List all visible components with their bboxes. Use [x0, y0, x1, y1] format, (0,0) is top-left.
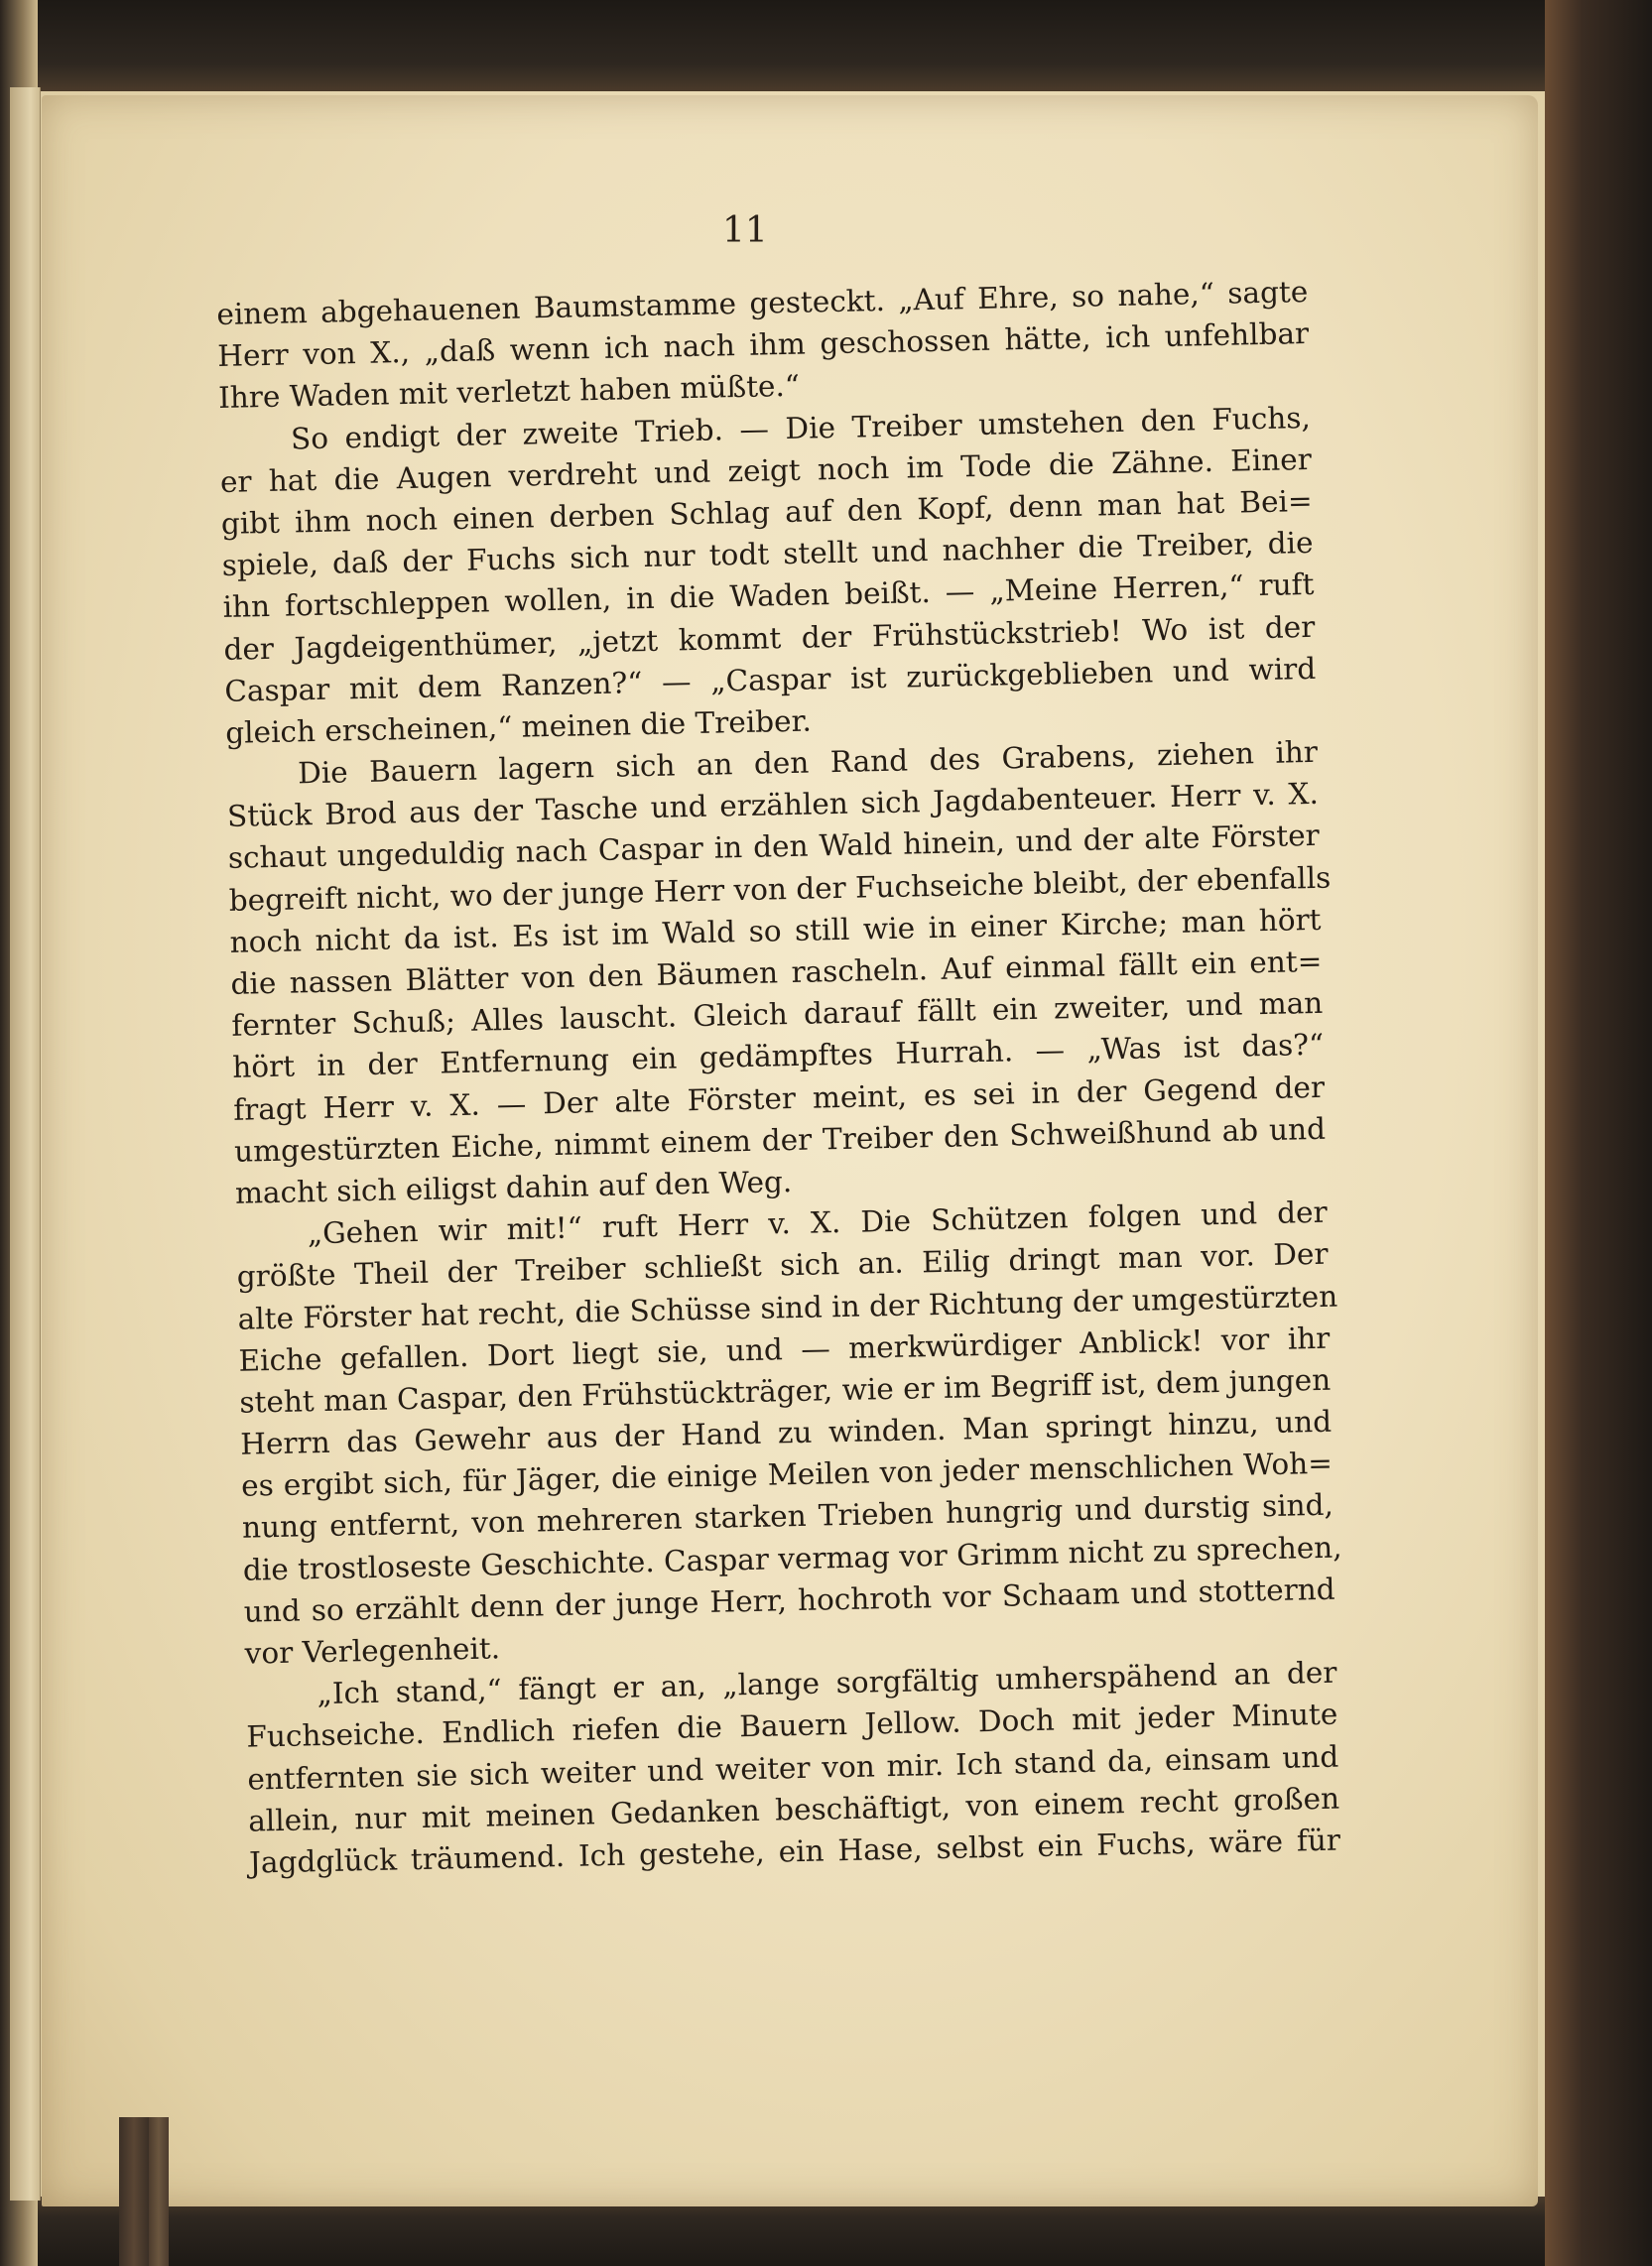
- text-line: „Gehen wir mit!“ ruft Herr v. X. Die Schützen folgen und der: [307, 1195, 1328, 1251]
- text-line: Herrn das Gewehr aus der Hand zu winden. Man springt hinzu, und: [239, 1404, 1333, 1461]
- text-line: „Ich stand,“ fängt er an, „lange sorgfältig umherspähend an der: [317, 1655, 1337, 1711]
- text-line: noch nicht da ist. Es ist im Wald so still wie in einer Kirche; man hört: [229, 902, 1322, 959]
- text-line: die trostloseste Geschichte. Caspar vermag vor Grimm nicht zu sprechen,: [242, 1530, 1342, 1587]
- text-line: Jagdglück träumend. Ich gestehe, ein Hase, selbst ein Fuchs, wäre für: [248, 1823, 1341, 1880]
- cover-edge-right: [1545, 0, 1652, 2266]
- bookmark-ribbon: [149, 2117, 169, 2266]
- text-line: schaut ungeduldig nach Caspar in den Wald hinein, und der alte Förster: [227, 818, 1321, 876]
- text-line: und so erzählt denn der junge Herr, hochroth vor Schaam und stotternd: [243, 1572, 1335, 1629]
- text-line: spiele, daß der Fuchs sich nur todt stellt und nachher die Treiber, die: [221, 526, 1314, 583]
- text-line: Eiche gefallen. Dort liegt sie, und — merkwürdiger Anblick! vor ihr: [238, 1321, 1331, 1378]
- cover-edge-bottom: [0, 2197, 1652, 2266]
- text-line: entfernten sie sich weiter und weiter von mir. Ich stand da, einsam und: [247, 1739, 1339, 1797]
- bookmark-ribbon: [119, 2117, 149, 2266]
- text-line: fernter Schuß; Alles lauscht. Gleich darauf fällt ein zweiter, und man: [231, 985, 1324, 1044]
- text-line: alte Förster hat recht, die Schüsse sind in der Richtung der umgestürzten: [237, 1279, 1338, 1336]
- text-line: Fuchseiche. Endlich riefen die Bauern Jellow. Doch mit jeder Minute: [246, 1698, 1338, 1755]
- text-line: fragt Herr v. X. — Der alte Förster meint, es sei in der Gegend der: [232, 1070, 1326, 1127]
- text-line: hört in der Entfernung ein gedämpftes Hurrah. — „Was ist das?“: [231, 1028, 1325, 1085]
- text-line: nung entfernt, von mehreren starken Trieben hungrig und durstig sind,: [241, 1488, 1334, 1546]
- text-line: Caspar mit dem Ranzen?“ — „Caspar ist zurückgeblieben und wird: [224, 651, 1317, 708]
- text-line: umgestürzten Eiche, nimmt einem der Treiber den Schweißhund ab und: [233, 1111, 1327, 1169]
- text-line: der Jagdeigenthümer, „jetzt kommt der Frühstückstrieb! Wo ist der: [223, 609, 1316, 667]
- text-line: Stück Brod aus der Tasche und erzählen sich Jagdabenteuer. Herr v. X.: [226, 777, 1320, 834]
- text-line: Ihre Waden mit verletzt haben müßte.“: [217, 369, 801, 416]
- text-line: begreift nicht, wo der junge Herr von der Fuchseiche bleibt, der ebenfalls: [228, 860, 1332, 918]
- previous-page-strip: [10, 87, 41, 2201]
- text-line: die nassen Blätter von den Bäumen rascheln. Auf einmal fällt ein ent=: [230, 944, 1323, 1001]
- text-line: gibt ihm noch einen derben Schlag auf den Kopf, denn man hat Bei=: [220, 483, 1313, 541]
- cover-edge-top: [0, 0, 1652, 91]
- text-line: vor Verlegenheit.: [244, 1631, 501, 1671]
- text-line: ihn fortschleppen wollen, in die Waden beißt. — „Meine Herren,“ ruft: [222, 567, 1315, 625]
- text-line: einem abgehauenen Baumstamme gesteckt. „Auf Ehre, so nahe,“ sagte: [216, 274, 1309, 331]
- text-line: allein, nur mit meinen Gedanken beschäftigt, von einem recht großen: [247, 1781, 1340, 1838]
- page-number: 11: [722, 210, 768, 251]
- body-text: [216, 271, 1340, 1884]
- text-line: So endigt der zweite Trieb. — Die Treiber umstehen den Fuchs,: [290, 400, 1312, 456]
- text-line: Herr von X., „daß wenn ich nach ihm geschossen hätte, ich unfehlbar: [216, 316, 1310, 374]
- text-line: steht man Caspar, den Frühstückträger, wie er im Begriff ist, dem jungen: [239, 1362, 1332, 1420]
- text-line: gleich erscheinen,“ meinen die Treiber.: [224, 703, 813, 750]
- text-line: größte Theil der Treiber schließt sich an. Eilig dringt man vor. Der: [236, 1237, 1329, 1295]
- text-line: es ergibt sich, für Jäger, die einige Meilen von jeder menschlichen Woh=: [240, 1446, 1334, 1503]
- text-line: er hat die Augen verdreht und zeigt noch im Tode die Zähne. Einer: [219, 441, 1313, 499]
- text-line: Die Bauern lagern sich an den Rand des Grabens, ziehen ihr: [297, 734, 1319, 791]
- text-line: macht sich eiligst dahin auf den Weg.: [234, 1164, 793, 1210]
